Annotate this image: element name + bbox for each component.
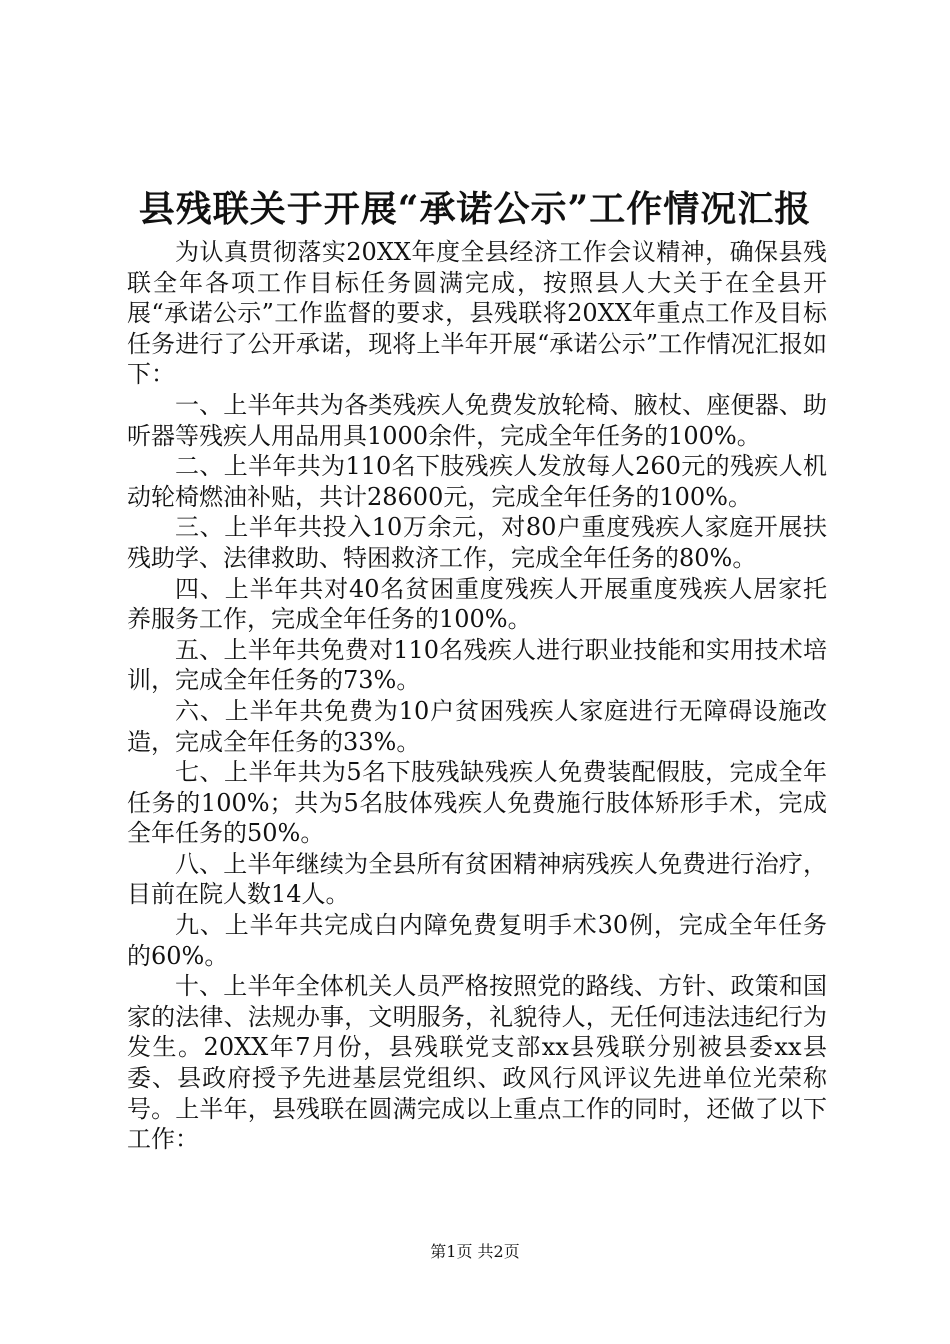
paragraph-item-4: 四、上半年共对40名贫困重度残疾人开展重度残疾人居家托养服务工作，完成全年任务的100%。 xyxy=(127,574,827,634)
page-number-footer: 第1页 共2页 xyxy=(430,1242,520,1261)
paragraph-item-5: 五、上半年共免费对110名残疾人进行职业技能和实用技术培训，完成全年任务的73%。 xyxy=(127,635,827,695)
document-body xyxy=(127,237,827,1155)
paragraph-intro: 为认真贯彻落实20XX年度全县经济工作会议精神，确保县残联全年各项工作目标任务圆满完成，按照县人大关于在全县开展“承诺公示”工作监督的要求，县残联将20XX年重点工作及目标任务进行了公开承诺，现将上半年开展“承诺公示”工作情况汇报如下： xyxy=(127,238,827,389)
paragraph-item-9: 九、上半年共完成白内障免费复明手术30例，完成全年任务的60%。 xyxy=(127,911,827,970)
paragraph-item-7: 七、上半年共为5名下肢残缺残疾人免费装配假肢，完成全年任务的100%；共为5名肢体残疾人免费施行肢体矫形手术，完成全年任务的50%。 xyxy=(127,758,827,848)
paragraph-item-3: 三、上半年共投入10万余元，对80户重度残疾人家庭开展扶残助学、法律救助、特困救济工作，完成全年任务的80%。 xyxy=(127,513,827,572)
paragraph-item-2: 二、上半年共为110名下肢残疾人发放每人260元的残疾人机动轮椅燃油补贴，共计28600元，完成全年任务的100%。 xyxy=(127,452,827,511)
paragraph-item-1: 一、上半年共为各类残疾人免费发放轮椅、腋杖、座便器、助听器等残疾人用品用具1000余件，完成全年任务的100%。 xyxy=(127,390,827,450)
paragraph-item-10: 十、上半年全体机关人员严格按照党的路线、方针、政策和国家的法律、法规办事，文明服务，礼貌待人，无任何违法违纪行为发生。20XX年7月份，县残联党支部xx县残联分别被县委xx县委、县政府授予先进基层党组织、政风行风评议先进单位光荣称号。上半年，县残联在圆满完成以上重点工作的同时，还做了以下工作： xyxy=(127,972,827,1154)
paragraph-item-6: 六、上半年共免费为10户贫困残疾人家庭进行无障碍设施改造，完成全年任务的33%。 xyxy=(127,696,827,756)
document-title: 县残联关于开展“承诺公示”工作情况汇报 xyxy=(138,188,812,230)
paragraph-item-8: 八、上半年继续为全县所有贫困精神病残疾人免费进行治疗，目前在院人数14人。 xyxy=(127,849,827,909)
